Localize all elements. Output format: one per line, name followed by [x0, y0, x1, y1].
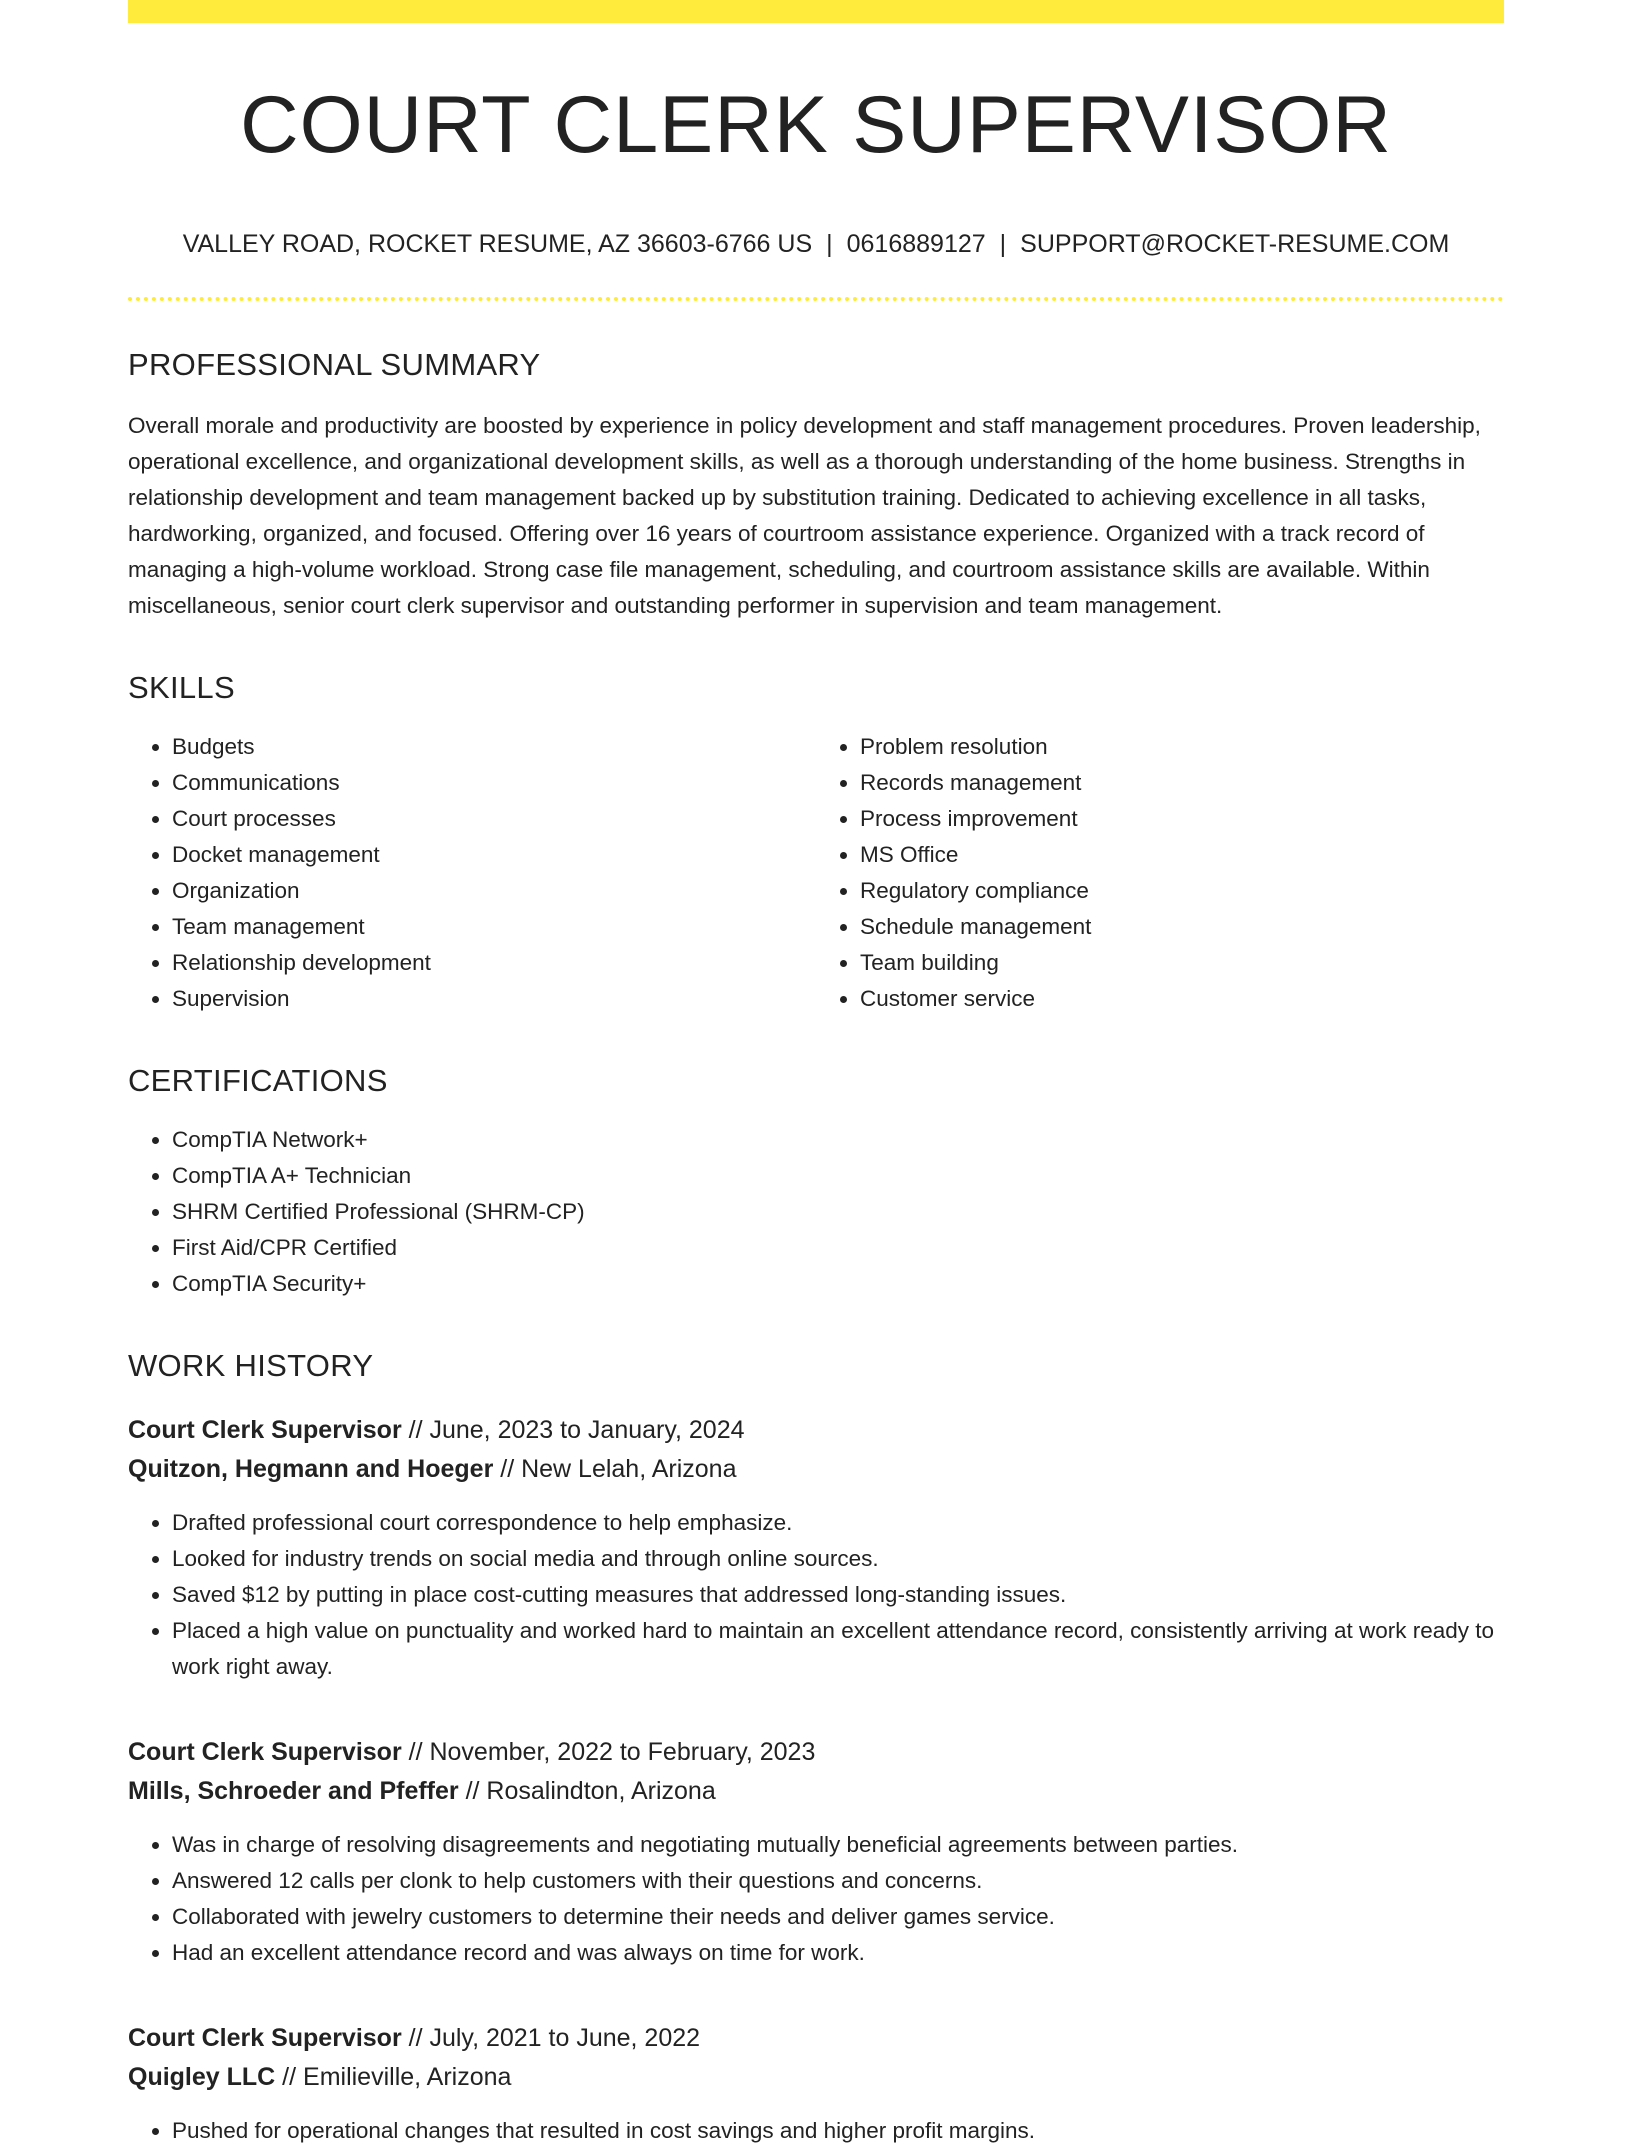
job-role: Court Clerk Supervisor: [128, 1738, 402, 1766]
job-bullet: • Had an excellent attendance record and was always on time for work.: [172, 1935, 1504, 1971]
certification-item: • First Aid/CPR Certified: [172, 1230, 1504, 1266]
certification-item: • SHRM Certified Professional (SHRM-CP): [172, 1194, 1504, 1230]
job-role-line: [128, 1733, 1504, 1772]
accent-bar: [128, 0, 1504, 23]
job-dates: // June, 2023 to January, 2024: [401, 1416, 745, 1444]
skill-item: • Docket management: [172, 837, 816, 873]
job-location: // Emilieville, Arizona: [275, 2063, 512, 2091]
skill-item: • MS Office: [860, 837, 1504, 873]
certification-item: • CompTIA Network+: [172, 1122, 1504, 1158]
job-bullets: [128, 1505, 1504, 1685]
job-entry: [128, 2019, 1504, 2149]
job-company: Quitzon, Hegmann and Hoeger: [128, 1455, 494, 1483]
contact-separator: |: [999, 230, 1007, 258]
skill-item: • Supervision: [172, 981, 816, 1017]
skill-item: • Court processes: [172, 801, 816, 837]
contact-address: VALLEY ROAD, ROCKET RESUME, AZ 36603-6766 US: [182, 230, 813, 258]
skill-item: • Schedule management: [860, 909, 1504, 945]
skill-item: • Organization: [172, 873, 816, 909]
job-bullet: • Pushed for operational changes that resulted in cost savings and higher profit margins.: [172, 2113, 1504, 2149]
job-location: // Rosalindton, Arizona: [458, 1777, 716, 1805]
skills-list: [128, 729, 1504, 1017]
job-location: // New Lelah, Arizona: [493, 1455, 737, 1483]
resume-page: [128, 0, 1504, 2149]
job-dates: // November, 2022 to February, 2023: [401, 1738, 816, 1766]
job-bullet: • Looked for industry trends on social media and through online sources.: [172, 1541, 1504, 1577]
job-company-line: [128, 1450, 1504, 1489]
job-bullet: • Answered 12 calls per clonk to help customers with their questions and concerns.: [172, 1863, 1504, 1899]
certifications-list: [128, 1122, 1504, 1302]
job-company: Quigley LLC: [128, 2063, 276, 2091]
job-bullet: • Saved $12 by putting in place cost-cutting measures that addressed long-standing issues.: [172, 1577, 1504, 1613]
skill-item: • Relationship development: [172, 945, 816, 981]
skills-column-2: [816, 729, 1504, 1017]
job-role-line: [128, 2019, 1504, 2058]
job-entry: [128, 1733, 1504, 1971]
job-role-line: [128, 1411, 1504, 1450]
job-bullets: [128, 2113, 1504, 2149]
skill-item: • Communications: [172, 765, 816, 801]
contact-email: SUPPORT@ROCKET-RESUME.COM: [1020, 230, 1450, 258]
skill-item: • Records management: [860, 765, 1504, 801]
skill-item: • Budgets: [172, 729, 816, 765]
skill-item: • Team building: [860, 945, 1504, 981]
skill-item: • Regulatory compliance: [860, 873, 1504, 909]
header-divider: [128, 297, 1504, 301]
job-company: Mills, Schroeder and Pfeffer: [128, 1777, 459, 1805]
skill-item: • Problem resolution: [860, 729, 1504, 765]
job-company-line: [128, 2058, 1504, 2097]
job-entry: [128, 1411, 1504, 1685]
certification-item: • CompTIA Security+: [172, 1266, 1504, 1302]
skill-item: • Customer service: [860, 981, 1504, 1017]
job-role: Court Clerk Supervisor: [128, 1416, 402, 1444]
work-history-heading: WORK HISTORY: [128, 1348, 374, 1383]
contact-separator: |: [826, 230, 833, 258]
summary-heading: PROFESSIONAL SUMMARY: [128, 347, 541, 382]
certification-item: • CompTIA A+ Technician: [172, 1158, 1504, 1194]
job-bullet: • Placed a high value on punctuality and worked hard to maintain an excellent attendance record, consistently arriving at work ready to work right away.: [172, 1613, 1504, 1685]
summary-text: Overall morale and productivity are boosted by experience in policy development and staff management procedures. Proven leadership, operational excellence, and organizational development skills, as well as a thorough understanding of the home business. Strengths in relationship development and team management backed up by substitution training. Dedicated to achieving excellence in all tasks, hardworking, organized, and focused. Offering over 16 years of courtroom assistance experience. Organized with a track record of managing a high-volume workload. Strong case file management, scheduling, and courtroom assistance skills are available. Within miscellaneous, senior court clerk supervisor and outstanding performer in supervision and team management.: [128, 413, 1481, 618]
job-company-line: [128, 1772, 1504, 1811]
job-bullet: • Collaborated with jewelry customers to determine their needs and deliver games service.: [172, 1899, 1504, 1935]
job-bullets: [128, 1827, 1504, 1971]
skill-item: • Team management: [172, 909, 816, 945]
skills-heading: SKILLS: [128, 670, 235, 705]
skills-column-1: [128, 729, 816, 1017]
job-bullet: • Drafted professional court correspondence to help emphasize.: [172, 1505, 1504, 1541]
candidate-title: COURT CLERK SUPERVISOR: [240, 80, 1392, 170]
skill-item: • Process improvement: [860, 801, 1504, 837]
job-bullet: • Was in charge of resolving disagreements and negotiating mutually beneficial agreements between parties.: [172, 1827, 1504, 1863]
certifications-heading: CERTIFICATIONS: [128, 1063, 388, 1098]
job-role: Court Clerk Supervisor: [128, 2024, 402, 2052]
contact-line: [128, 232, 1504, 257]
contact-phone: 0616889127: [846, 230, 986, 258]
job-dates: // July, 2021 to June, 2022: [401, 2024, 701, 2052]
